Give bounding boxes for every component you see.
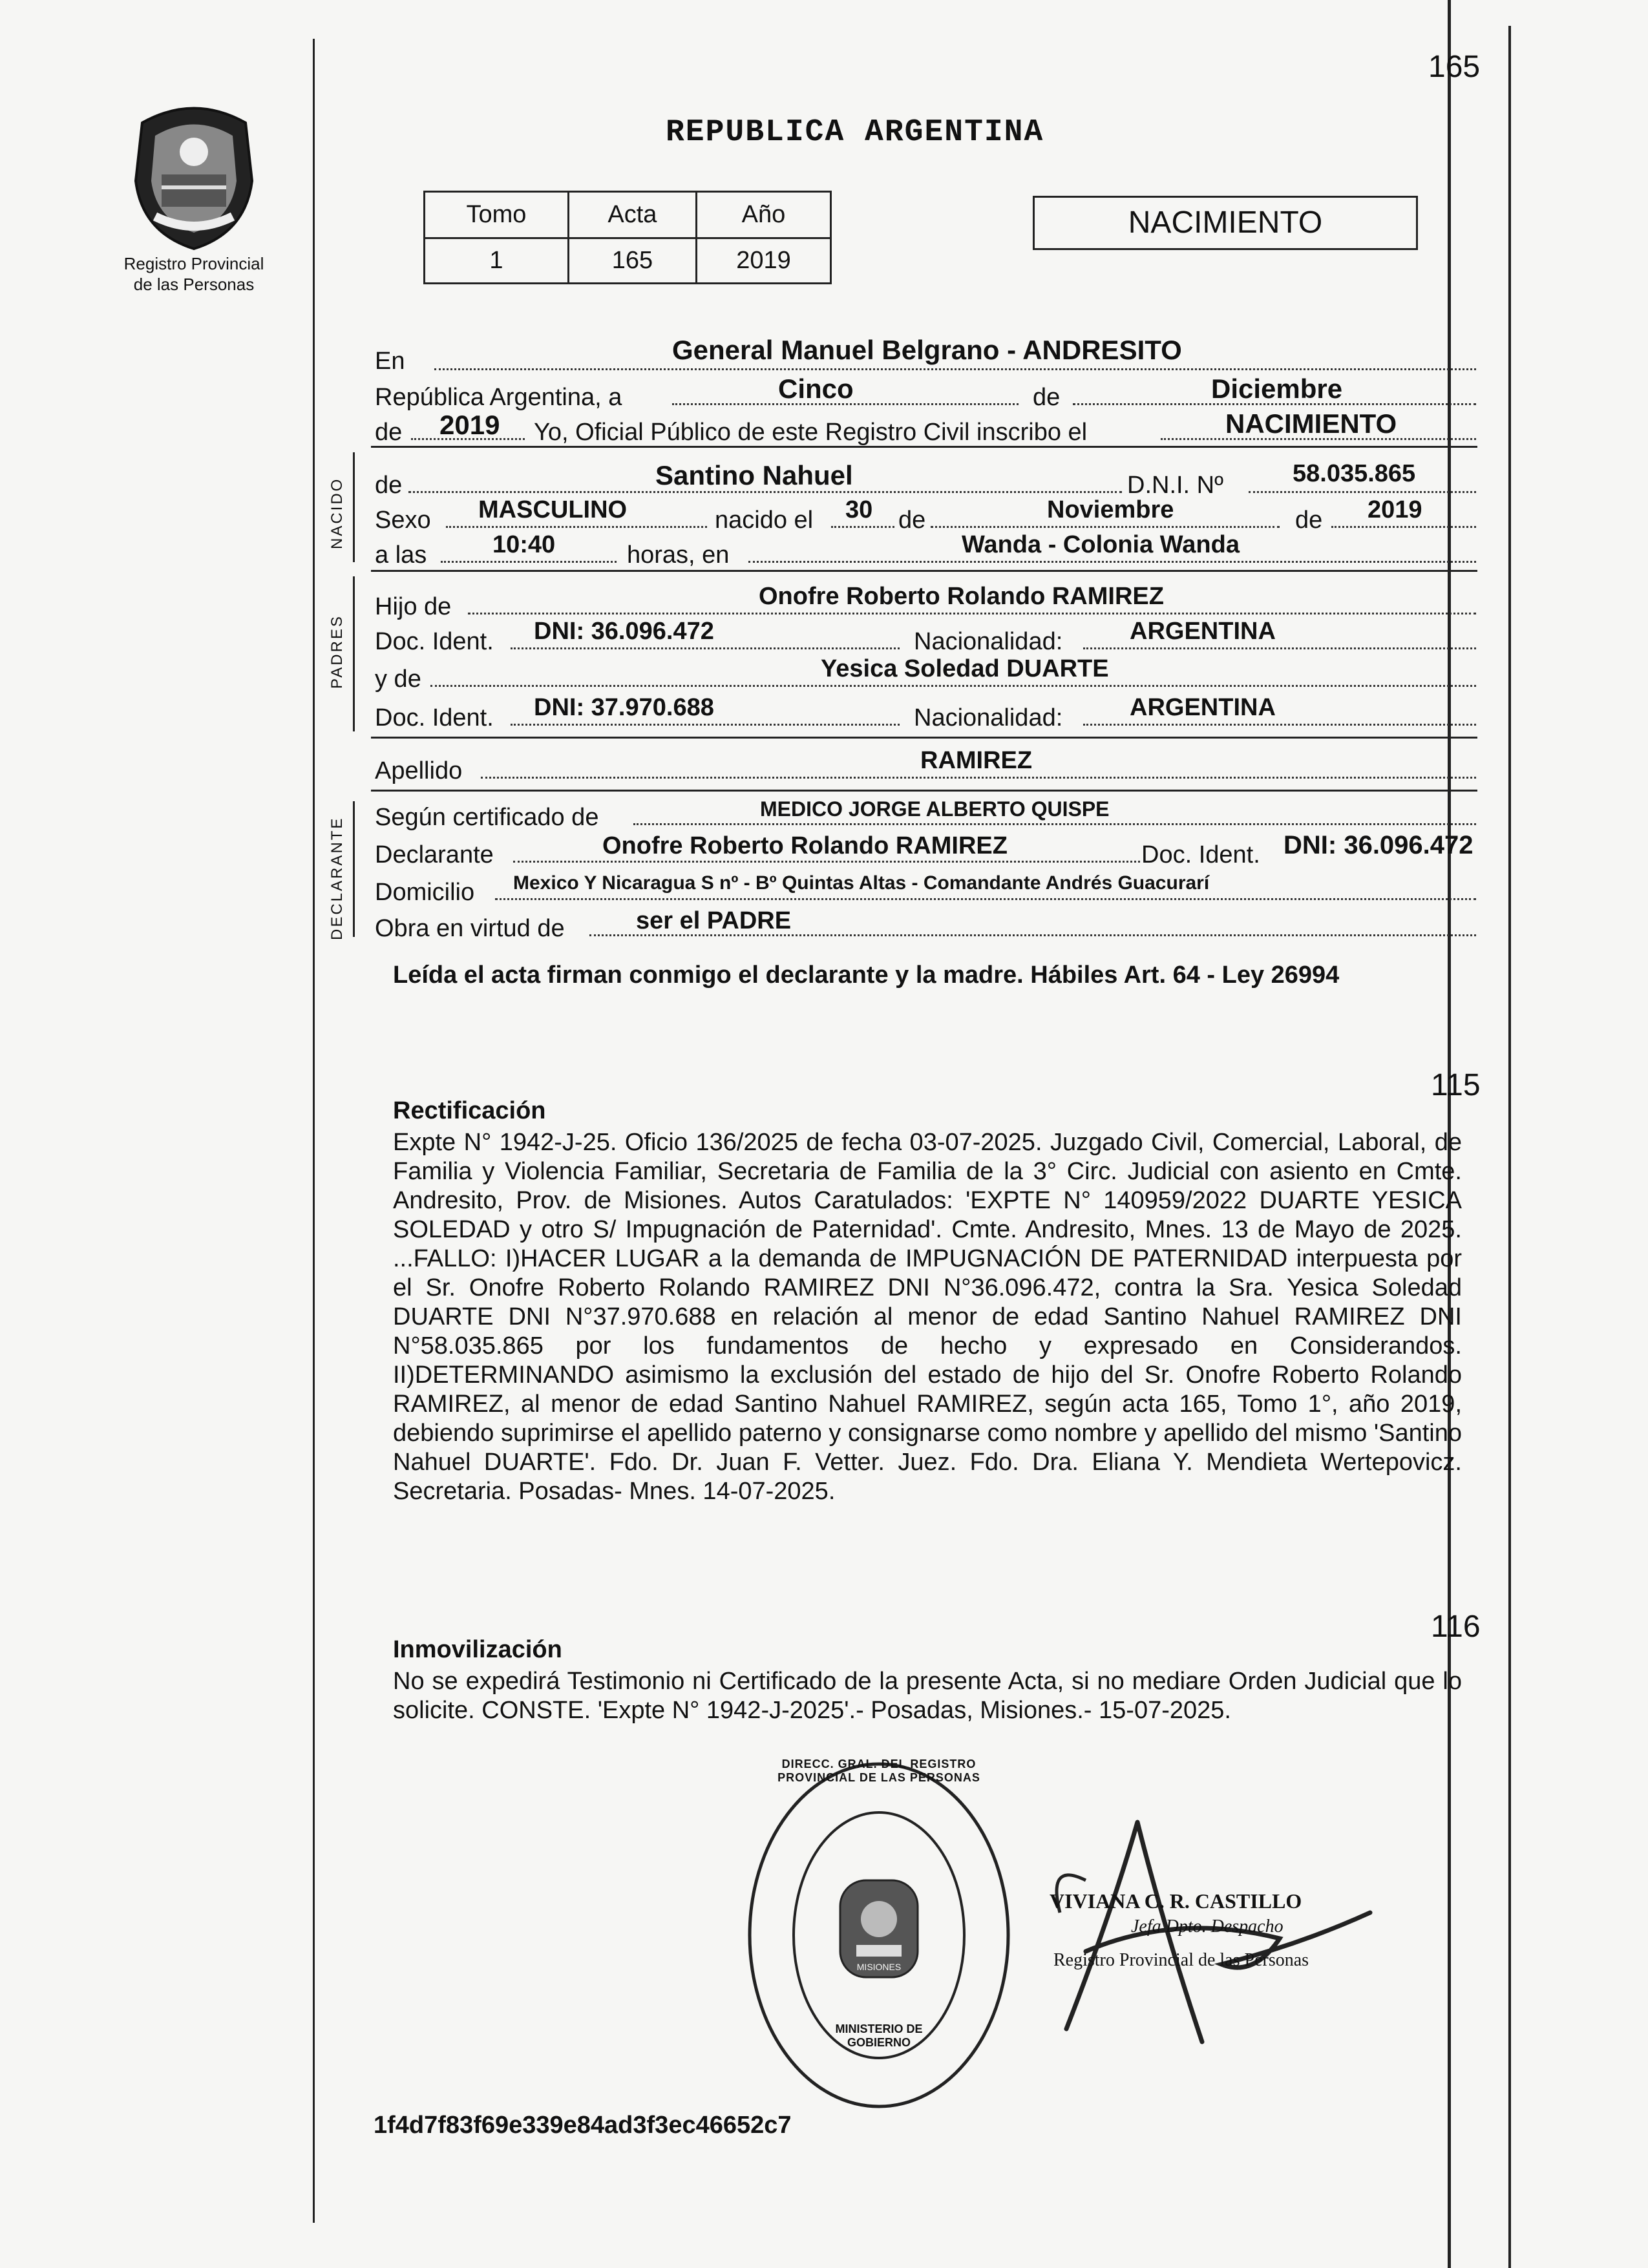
rectificacion-text: Expte N° 1942-J-25. Oficio 136/2025 de fecha 03-07-2025. Juzgado Civil, Comercial, Laboral, de Familia y Violencia Familiar, Secretaria de Familia de la 3° Circ. Judicial con asiento en Cmte. Andresito, Prov. de Misiones. Autos Caratulados: 'EXPTE N° 140959/2022 DUARTE YESICA SOLEDAD y otro S/ Impugnación de Paternidad'. Cmte. Andresito, Mnes. 13 de Mayo de 2025. ...FALLO: I)HACER LUGAR a la demanda de IMPUGNACIÓN DE PATERNIDAD interpuesta por el Sr. Onofre Roberto Rolando RAMIREZ DNI N°36.096.472, contra la Sra. Yesica Soledad DUARTE DNI N°37.970.688 en relación al menor de edad Santino Nahuel RAMIREZ DNI N°58.035.865 por los fundamentos de hecho y expresado en Considerandos. II)DETERMINANDO asimismo la exclusión del estado de hijo del Sr. Onofre Roberto Rolando RAMIREZ, al menor de edad Santino Nahuel RAMIREZ, según acta 165, Tomo 1°, año 2019, debiendo suprimirse el apellido paterno y consignarse como nombre y apellido del mismo 'Santino Nahuel DUARTE'. Fdo. Dr. Juan F. Vetter. Juez. Fdo. Dra. Eliana Y. Mendieta Wertepovicz. Secretaria. Posadas- Mnes. 14-07-2025. <box>393 1129 1462 1505</box>
cert-label: Según certificado de <box>375 804 599 831</box>
hour-value: 10:40 <box>492 531 556 558</box>
obra-value: ser el PADRE <box>636 907 792 934</box>
inmovilizacion-text: No se expedirá Testimonio ni Certificado de la presente Acta, si no mediare Orden Judicial que lo solicite. CONSTE. 'Expte N° 1942-J-2025'.- Posadas, Misiones.- 15-07-2025. <box>393 1668 1462 1724</box>
y-de-label: y de <box>375 666 421 693</box>
record-table <box>423 191 832 284</box>
header-tomo: Tomo <box>425 192 569 238</box>
apellido-top-rule <box>371 737 1477 739</box>
sexo-dots <box>446 526 707 528</box>
place-value: Wanda - Colonia Wanda <box>962 531 1240 558</box>
cert-dots <box>633 823 1476 825</box>
document-hash: 1f4d7f83f69e339e84ad3f3ec46652c7 <box>374 2112 792 2139</box>
inmovilizacion-title: Inmovilización <box>393 1636 562 1663</box>
left-margin-line <box>313 39 315 2223</box>
father-nac-dots <box>1083 647 1476 649</box>
republica-label: República Argentina, a <box>375 384 622 411</box>
de2-label: de <box>375 419 403 446</box>
father-doc-dots <box>511 647 900 649</box>
value-anio: 2019 <box>696 238 830 284</box>
nacido-day-value: 30 <box>845 496 873 523</box>
padres-bar <box>353 576 355 731</box>
mother-doc-dots <box>511 724 900 726</box>
a-las-label: a las <box>375 541 427 569</box>
dni-label: D.N.I. Nº <box>1127 472 1223 499</box>
mother-dots <box>430 685 1476 687</box>
horas-label: horas, en <box>627 541 730 569</box>
nacido-name-value: Santino Nahuel <box>655 460 853 490</box>
obra-label: Obra en virtud de <box>375 915 565 942</box>
nacido-de2-label: de <box>898 507 926 534</box>
padres-section-label: PADRES <box>328 614 346 689</box>
father-nac-label: Nacionalidad: <box>914 628 1063 655</box>
en-value: General Manuel Belgrano - ANDRESITO <box>672 335 1182 365</box>
nacido-bar <box>353 452 355 562</box>
declarante-section-label: DECLARANTE <box>328 816 346 940</box>
father-doc-value: DNI: 36.096.472 <box>534 618 714 645</box>
mother-doc-label: Doc. Ident. <box>375 704 494 731</box>
seal-text: PROVINCIA DE MISIONES <box>116 90 271 101</box>
domicilio-value: Mexico Y Nicaragua S nº - Bº Quintas Altas - Comandante Andrés Guacurarí <box>513 872 1210 894</box>
declarante-bar <box>353 801 355 937</box>
oficial-label: Yo, Oficial Público de este Registro Civil inscribo el <box>534 419 1088 446</box>
signature-org: Registro Provincial de las Personas <box>1053 1950 1309 1970</box>
nacido-year-dots <box>1331 526 1476 528</box>
signature-name: VIVIANA C. R. CASTILLO <box>1050 1889 1302 1913</box>
hijo-de-label: Hijo de <box>375 593 452 620</box>
rectificacion-title: Rectificación <box>393 1097 546 1124</box>
rectificacion-page-number: 115 <box>1431 1068 1481 1102</box>
signature-role: Jefa Dpto. Despacho <box>1131 1916 1284 1937</box>
en-dots <box>434 368 1476 370</box>
de-label: de <box>1033 384 1061 411</box>
father-value: Onofre Roberto Rolando RAMIREZ <box>759 583 1164 610</box>
nacido-day-dots <box>831 526 894 528</box>
nacido-top-rule <box>371 446 1477 448</box>
stamp-inner-text: MINISTERIO DE GOBIERNO <box>835 2022 923 2049</box>
mother-nac-label: Nacionalidad: <box>914 704 1063 731</box>
value-acta: 165 <box>568 238 696 284</box>
domicilio-dots <box>495 898 1476 900</box>
en-label: En <box>375 348 405 375</box>
apellido-dots <box>481 777 1476 779</box>
nacido-month-value: Noviembre <box>1047 496 1174 523</box>
stamp-ring-text: DIRECC. GRAL. DEL REGISTRO PROVINCIAL DE LAS PERSONAS <box>777 1758 980 1784</box>
closing-text: Leída el acta firman conmigo el declarante y la madre. Hábiles Art. 64 - Ley 26994 <box>393 961 1340 989</box>
mother-nac-dots <box>1083 724 1476 726</box>
province-seal-logo <box>116 97 271 252</box>
mother-doc-value: DNI: 37.970.688 <box>534 694 714 721</box>
day-value: Cinco <box>778 373 854 404</box>
right-outer-line <box>1508 26 1511 2268</box>
nacido-de3-label: de <box>1295 507 1323 534</box>
month-value: Diciembre <box>1211 373 1343 404</box>
registry-name-line1: Registro Provincial <box>123 254 264 273</box>
header-anio: Año <box>696 192 830 238</box>
apellido-label: Apellido <box>375 757 463 784</box>
dni-dots <box>1249 491 1476 493</box>
country-title: REPUBLICA ARGENTINA <box>666 115 1044 150</box>
inmovilizacion-page-number: 116 <box>1431 1610 1481 1644</box>
registry-name-line2: de las Personas <box>133 275 255 294</box>
nacido-year-value: 2019 <box>1368 496 1422 523</box>
cert-value: MEDICO JORGE ALBERTO QUISPE <box>760 797 1110 821</box>
official-round-stamp <box>743 1758 1015 2113</box>
act-type-box <box>1033 196 1418 250</box>
domicilio-label: Domicilio <box>375 879 475 906</box>
padres-top-rule <box>371 570 1477 572</box>
value-tomo: 1 <box>425 238 569 284</box>
decl-doc-label: Doc. Ident. <box>1141 841 1260 868</box>
decl-value: Onofre Roberto Rolando RAMIREZ <box>602 832 1008 859</box>
place-dots <box>748 561 1476 563</box>
page-number: 165 <box>1428 50 1481 84</box>
inscribo-value: NACIMIENTO <box>1225 408 1397 439</box>
nacido-de-label: de <box>375 472 403 499</box>
father-nac-value: ARGENTINA <box>1130 618 1276 645</box>
sexo-value: MASCULINO <box>478 496 628 523</box>
year-value: 2019 <box>439 410 500 440</box>
nacido-name-dots <box>408 491 1122 493</box>
apellido-value: RAMIREZ <box>920 747 1033 774</box>
decl-dots <box>513 861 1140 863</box>
decl-doc-value: DNI: 36.096.472 <box>1284 831 1474 859</box>
stamp-seal-text: MISIONES <box>856 1962 902 1972</box>
declarante-top-rule <box>371 790 1477 792</box>
sexo-label: Sexo <box>375 507 431 534</box>
header-acta: Acta <box>568 192 696 238</box>
nacido-section-label: NACIDO <box>328 477 346 549</box>
dni-value: 58.035.865 <box>1293 460 1416 487</box>
nacido-month-dots <box>931 526 1280 528</box>
act-type: NACIMIENTO <box>1128 205 1323 240</box>
mother-value: Yesica Soledad DUARTE <box>821 655 1109 682</box>
decl-label: Declarante <box>375 841 494 868</box>
hour-dots <box>441 561 617 563</box>
nacido-el-label: nacido el <box>715 507 814 534</box>
father-doc-label: Doc. Ident. <box>375 628 494 655</box>
mother-nac-value: ARGENTINA <box>1130 694 1276 721</box>
father-dots <box>468 613 1476 614</box>
